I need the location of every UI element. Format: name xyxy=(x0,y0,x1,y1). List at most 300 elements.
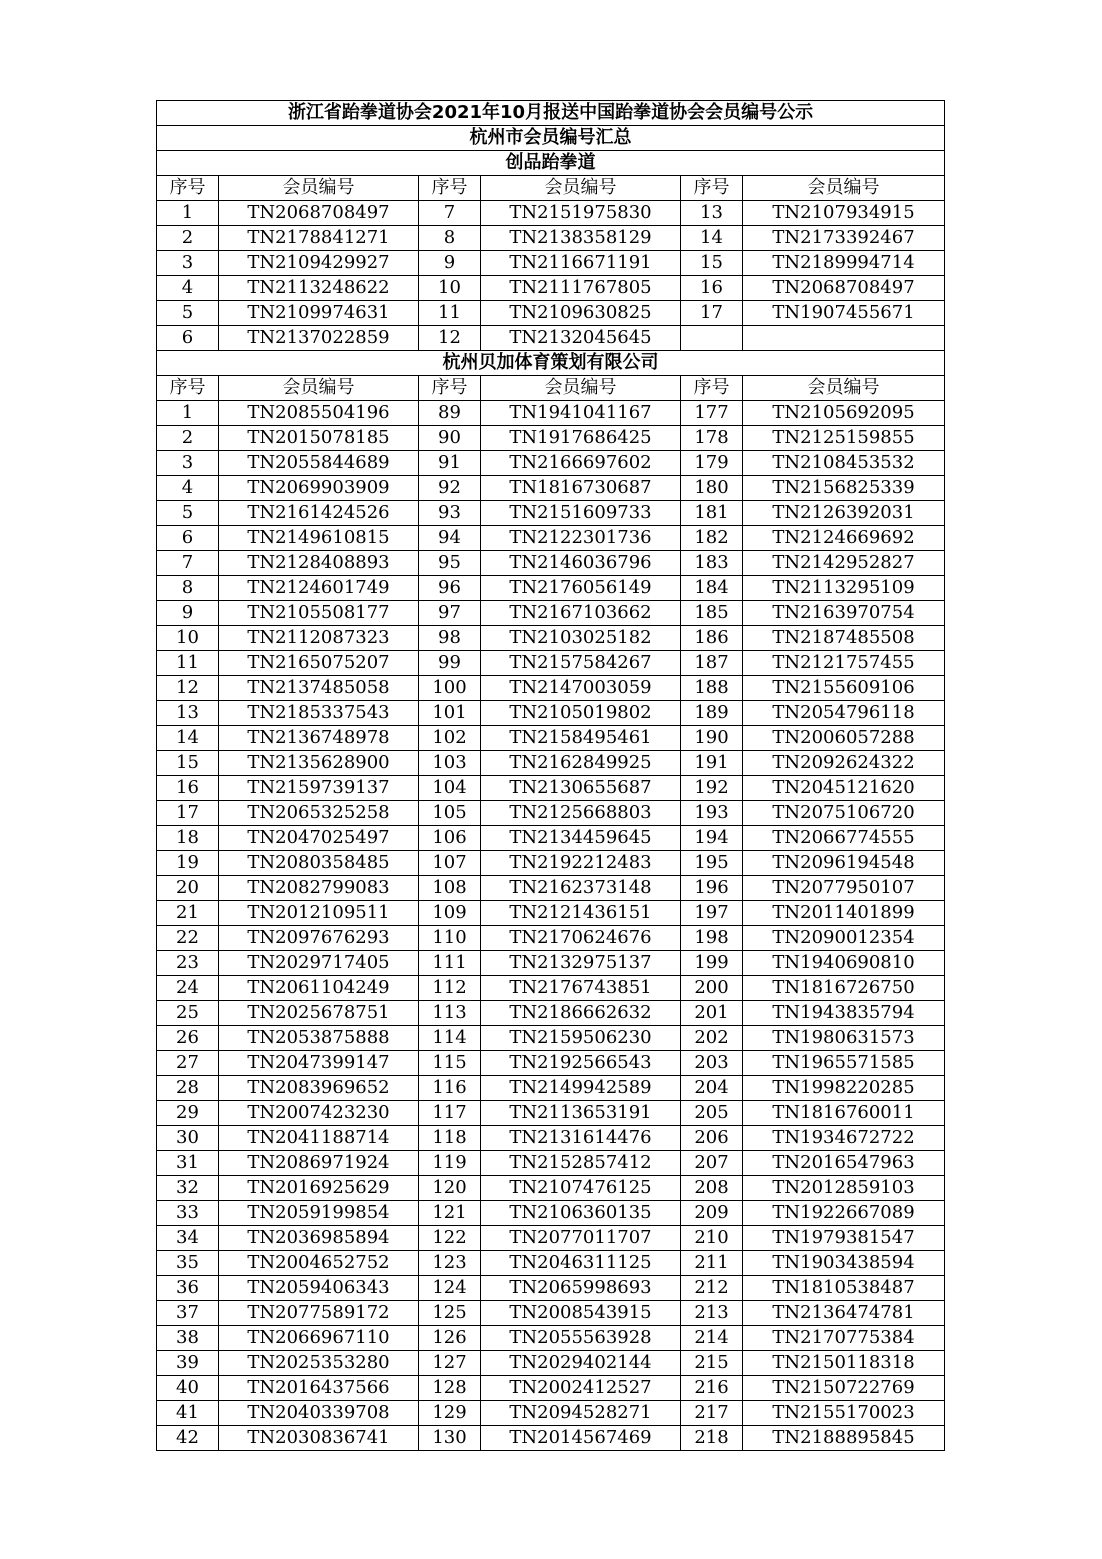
table-row xyxy=(157,851,945,876)
table-row xyxy=(157,1126,945,1151)
table-row xyxy=(157,551,945,576)
seq-cell: 183 xyxy=(681,551,743,576)
section-header-row xyxy=(157,351,945,376)
member-no-cell: TN2075106720 xyxy=(743,801,945,826)
member-no-cell: TN2151975830 xyxy=(481,201,681,226)
table-row xyxy=(157,901,945,926)
member-no-cell: TN2111767805 xyxy=(481,276,681,301)
seq-cell: 41 xyxy=(157,1401,219,1426)
seq-cell: 129 xyxy=(419,1401,481,1426)
member-no-cell: TN1922667089 xyxy=(743,1201,945,1226)
member-no-cell: TN2121757455 xyxy=(743,651,945,676)
seq-cell: 130 xyxy=(419,1426,481,1451)
member-no-cell: TN2116671191 xyxy=(481,251,681,276)
member-no-cell: TN2016547963 xyxy=(743,1151,945,1176)
column-header-seq: 序号 xyxy=(681,176,743,201)
seq-cell: 218 xyxy=(681,1426,743,1451)
member-number-table xyxy=(156,100,945,1451)
member-no-cell: TN1903438594 xyxy=(743,1251,945,1276)
seq-cell: 178 xyxy=(681,426,743,451)
seq-cell: 179 xyxy=(681,451,743,476)
seq-cell: 177 xyxy=(681,401,743,426)
member-no-cell: TN2165075207 xyxy=(219,651,419,676)
seq-cell: 94 xyxy=(419,526,481,551)
seq-cell: 192 xyxy=(681,776,743,801)
seq-cell: 197 xyxy=(681,901,743,926)
member-no-cell: TN2007423230 xyxy=(219,1101,419,1126)
seq-cell: 32 xyxy=(157,1176,219,1201)
seq-cell: 109 xyxy=(419,901,481,926)
table-row xyxy=(157,1301,945,1326)
member-no-cell: TN1998220285 xyxy=(743,1076,945,1101)
seq-cell: 24 xyxy=(157,976,219,1001)
seq-cell: 38 xyxy=(157,1326,219,1351)
table-row xyxy=(157,926,945,951)
member-no-cell: TN2015078185 xyxy=(219,426,419,451)
member-no-cell: TN2036985894 xyxy=(219,1226,419,1251)
seq-cell: 116 xyxy=(419,1076,481,1101)
member-no-cell: TN2176743851 xyxy=(481,976,681,1001)
member-no-cell: TN2112087323 xyxy=(219,626,419,651)
column-header-member-no: 会员编号 xyxy=(219,376,419,401)
seq-cell: 119 xyxy=(419,1151,481,1176)
member-no-cell: TN2094528271 xyxy=(481,1401,681,1426)
member-no-cell: TN1810538487 xyxy=(743,1276,945,1301)
table-row xyxy=(157,451,945,476)
seq-cell: 89 xyxy=(419,401,481,426)
table-row xyxy=(157,1251,945,1276)
seq-cell: 3 xyxy=(157,451,219,476)
member-no-cell: TN2132975137 xyxy=(481,951,681,976)
seq-cell: 122 xyxy=(419,1226,481,1251)
member-no-cell: TN2041188714 xyxy=(219,1126,419,1151)
seq-cell: 21 xyxy=(157,901,219,926)
column-header-member-no: 会员编号 xyxy=(219,176,419,201)
table-row xyxy=(157,1426,945,1451)
seq-cell: 208 xyxy=(681,1176,743,1201)
column-header-seq: 序号 xyxy=(419,176,481,201)
seq-cell: 8 xyxy=(157,576,219,601)
member-no-cell: TN2188895845 xyxy=(743,1426,945,1451)
member-no-cell: TN2054796118 xyxy=(743,701,945,726)
seq-cell: 4 xyxy=(157,476,219,501)
table-row xyxy=(157,1276,945,1301)
member-no-cell: TN2029402144 xyxy=(481,1351,681,1376)
member-no-cell: TN2077011707 xyxy=(481,1226,681,1251)
seq-cell: 11 xyxy=(419,301,481,326)
table-row xyxy=(157,701,945,726)
seq-cell: 193 xyxy=(681,801,743,826)
member-no-cell: TN2113295109 xyxy=(743,576,945,601)
title-row xyxy=(157,101,945,126)
seq-cell: 126 xyxy=(419,1326,481,1351)
member-no-cell: TN2008543915 xyxy=(481,1301,681,1326)
seq-cell: 186 xyxy=(681,626,743,651)
member-no-cell: TN2090012354 xyxy=(743,926,945,951)
seq-cell: 204 xyxy=(681,1076,743,1101)
member-no-cell: TN2125668803 xyxy=(481,801,681,826)
member-no-cell: TN2025353280 xyxy=(219,1351,419,1376)
seq-cell: 215 xyxy=(681,1351,743,1376)
seq-cell: 187 xyxy=(681,651,743,676)
seq-cell: 184 xyxy=(681,576,743,601)
member-no-cell: TN2105508177 xyxy=(219,601,419,626)
member-no-cell xyxy=(743,326,945,351)
seq-cell: 118 xyxy=(419,1126,481,1151)
member-no-cell: TN2047399147 xyxy=(219,1051,419,1076)
member-no-cell: TN2047025497 xyxy=(219,826,419,851)
member-no-cell: TN2131614476 xyxy=(481,1126,681,1151)
member-no-cell: TN2029717405 xyxy=(219,951,419,976)
seq-cell: 29 xyxy=(157,1101,219,1126)
member-no-cell: TN2121436151 xyxy=(481,901,681,926)
table-row xyxy=(157,1376,945,1401)
member-no-cell: TN2149610815 xyxy=(219,526,419,551)
member-no-cell: TN1980631573 xyxy=(743,1026,945,1051)
seq-cell: 205 xyxy=(681,1101,743,1126)
member-no-cell: TN2080358485 xyxy=(219,851,419,876)
member-no-cell: TN2137022859 xyxy=(219,326,419,351)
member-no-cell: TN2108453532 xyxy=(743,451,945,476)
seq-cell: 211 xyxy=(681,1251,743,1276)
seq-cell: 91 xyxy=(419,451,481,476)
seq-cell: 2 xyxy=(157,226,219,251)
seq-cell: 92 xyxy=(419,476,481,501)
member-no-cell: TN2096194548 xyxy=(743,851,945,876)
seq-cell: 195 xyxy=(681,851,743,876)
member-no-cell: TN2097676293 xyxy=(219,926,419,951)
column-header-seq: 序号 xyxy=(157,176,219,201)
member-no-cell: TN1816726750 xyxy=(743,976,945,1001)
member-no-cell: TN2053875888 xyxy=(219,1026,419,1051)
member-no-cell: TN2192566543 xyxy=(481,1051,681,1076)
table-row xyxy=(157,276,945,301)
seq-cell: 10 xyxy=(157,626,219,651)
member-no-cell: TN2016925629 xyxy=(219,1176,419,1201)
member-no-cell: TN2152857412 xyxy=(481,1151,681,1176)
seq-cell: 19 xyxy=(157,851,219,876)
seq-cell: 107 xyxy=(419,851,481,876)
seq-cell: 100 xyxy=(419,676,481,701)
seq-cell: 111 xyxy=(419,951,481,976)
seq-cell: 4 xyxy=(157,276,219,301)
seq-cell: 9 xyxy=(157,601,219,626)
member-no-cell: TN2055563928 xyxy=(481,1326,681,1351)
seq-cell: 104 xyxy=(419,776,481,801)
seq-cell: 14 xyxy=(157,726,219,751)
seq-cell: 31 xyxy=(157,1151,219,1176)
seq-cell: 96 xyxy=(419,576,481,601)
column-header-row xyxy=(157,376,945,401)
member-no-cell: TN2107934915 xyxy=(743,201,945,226)
member-no-cell: TN2159739137 xyxy=(219,776,419,801)
member-no-cell: TN1934672722 xyxy=(743,1126,945,1151)
seq-cell: 11 xyxy=(157,651,219,676)
seq-cell: 13 xyxy=(681,201,743,226)
seq-cell: 18 xyxy=(157,826,219,851)
seq-cell: 37 xyxy=(157,1301,219,1326)
member-no-cell: TN2134459645 xyxy=(481,826,681,851)
seq-cell: 93 xyxy=(419,501,481,526)
subtitle-row xyxy=(157,126,945,151)
member-no-cell: TN2083969652 xyxy=(219,1076,419,1101)
seq-cell: 5 xyxy=(157,301,219,326)
table-row xyxy=(157,501,945,526)
seq-cell: 23 xyxy=(157,951,219,976)
member-no-cell: TN2170775384 xyxy=(743,1326,945,1351)
seq-cell: 6 xyxy=(157,526,219,551)
member-no-cell: TN2105019802 xyxy=(481,701,681,726)
table-row xyxy=(157,651,945,676)
column-header-seq: 序号 xyxy=(681,376,743,401)
member-no-cell: TN2176056149 xyxy=(481,576,681,601)
table-row xyxy=(157,1101,945,1126)
table-row xyxy=(157,1326,945,1351)
seq-cell: 95 xyxy=(419,551,481,576)
seq-cell: 189 xyxy=(681,701,743,726)
seq-cell: 194 xyxy=(681,826,743,851)
seq-cell: 213 xyxy=(681,1301,743,1326)
seq-cell: 10 xyxy=(419,276,481,301)
member-no-cell: TN1816760011 xyxy=(743,1101,945,1126)
page-title: 浙江省跆拳道协会2021年10月报送中国跆拳道协会会员编号公示 xyxy=(157,101,945,126)
member-no-cell: TN2012109511 xyxy=(219,901,419,926)
seq-cell: 106 xyxy=(419,826,481,851)
seq-cell: 117 xyxy=(419,1101,481,1126)
table-row xyxy=(157,426,945,451)
table-row xyxy=(157,626,945,651)
table-row xyxy=(157,1401,945,1426)
seq-cell: 22 xyxy=(157,926,219,951)
seq-cell: 8 xyxy=(419,226,481,251)
seq-cell: 121 xyxy=(419,1201,481,1226)
member-no-cell: TN2135628900 xyxy=(219,751,419,776)
member-no-cell: TN2189994714 xyxy=(743,251,945,276)
member-no-cell: TN2149942589 xyxy=(481,1076,681,1101)
table-row xyxy=(157,1351,945,1376)
seq-cell: 97 xyxy=(419,601,481,626)
seq-cell: 27 xyxy=(157,1051,219,1076)
member-no-cell: TN2069903909 xyxy=(219,476,419,501)
seq-cell: 1 xyxy=(157,401,219,426)
table-row xyxy=(157,201,945,226)
seq-cell: 99 xyxy=(419,651,481,676)
table-row xyxy=(157,251,945,276)
seq-cell: 199 xyxy=(681,951,743,976)
page-subtitle: 杭州市会员编号汇总 xyxy=(157,126,945,151)
seq-cell: 125 xyxy=(419,1301,481,1326)
member-no-cell: TN2132045645 xyxy=(481,326,681,351)
seq-cell: 114 xyxy=(419,1026,481,1051)
table-row xyxy=(157,1226,945,1251)
seq-cell: 16 xyxy=(681,276,743,301)
seq-cell: 17 xyxy=(681,301,743,326)
seq-cell: 206 xyxy=(681,1126,743,1151)
member-no-cell: TN2166697602 xyxy=(481,451,681,476)
member-no-cell: TN2124601749 xyxy=(219,576,419,601)
member-no-cell: TN2105692095 xyxy=(743,401,945,426)
seq-cell: 207 xyxy=(681,1151,743,1176)
seq-cell: 15 xyxy=(681,251,743,276)
member-no-cell: TN2082799083 xyxy=(219,876,419,901)
seq-cell: 16 xyxy=(157,776,219,801)
member-no-cell: TN2103025182 xyxy=(481,626,681,651)
seq-cell: 112 xyxy=(419,976,481,1001)
table-row xyxy=(157,1151,945,1176)
seq-cell: 203 xyxy=(681,1051,743,1076)
member-no-cell: TN2085504196 xyxy=(219,401,419,426)
member-no-cell: TN2142952827 xyxy=(743,551,945,576)
member-no-cell: TN1965571585 xyxy=(743,1051,945,1076)
seq-cell: 191 xyxy=(681,751,743,776)
member-no-cell: TN2159506230 xyxy=(481,1026,681,1051)
member-no-cell: TN2066967110 xyxy=(219,1326,419,1351)
column-header-row xyxy=(157,176,945,201)
member-no-cell: TN2162373148 xyxy=(481,876,681,901)
seq-cell: 9 xyxy=(419,251,481,276)
seq-cell: 17 xyxy=(157,801,219,826)
seq-cell: 124 xyxy=(419,1276,481,1301)
table-row xyxy=(157,826,945,851)
seq-cell: 5 xyxy=(157,501,219,526)
table-row xyxy=(157,1076,945,1101)
seq-cell: 190 xyxy=(681,726,743,751)
member-no-cell: TN2109630825 xyxy=(481,301,681,326)
seq-cell: 33 xyxy=(157,1201,219,1226)
member-no-cell: TN1943835794 xyxy=(743,1001,945,1026)
seq-cell: 35 xyxy=(157,1251,219,1276)
member-no-cell: TN2107476125 xyxy=(481,1176,681,1201)
table-row xyxy=(157,726,945,751)
member-no-cell: TN2016437566 xyxy=(219,1376,419,1401)
column-header-member-no: 会员编号 xyxy=(743,176,945,201)
member-no-cell: TN2151609733 xyxy=(481,501,681,526)
seq-cell: 217 xyxy=(681,1401,743,1426)
member-no-cell: TN2155170023 xyxy=(743,1401,945,1426)
seq-cell: 20 xyxy=(157,876,219,901)
table-row xyxy=(157,226,945,251)
member-no-cell: TN2065998693 xyxy=(481,1276,681,1301)
member-no-cell: TN2055844689 xyxy=(219,451,419,476)
member-no-cell: TN2167103662 xyxy=(481,601,681,626)
member-no-cell: TN2125159855 xyxy=(743,426,945,451)
seq-cell: 209 xyxy=(681,1201,743,1226)
column-header-member-no: 会员编号 xyxy=(481,176,681,201)
seq-cell: 102 xyxy=(419,726,481,751)
member-no-cell: TN2155609106 xyxy=(743,676,945,701)
member-no-cell: TN2002412527 xyxy=(481,1376,681,1401)
member-no-cell: TN2150722769 xyxy=(743,1376,945,1401)
member-no-cell: TN2040339708 xyxy=(219,1401,419,1426)
member-no-cell: TN2150118318 xyxy=(743,1351,945,1376)
seq-cell: 115 xyxy=(419,1051,481,1076)
seq-cell: 26 xyxy=(157,1026,219,1051)
seq-cell: 198 xyxy=(681,926,743,951)
member-no-cell: TN2130655687 xyxy=(481,776,681,801)
table-row xyxy=(157,476,945,501)
column-header-member-no: 会员编号 xyxy=(481,376,681,401)
table-row xyxy=(157,1001,945,1026)
seq-cell: 105 xyxy=(419,801,481,826)
member-no-cell: TN2086971924 xyxy=(219,1151,419,1176)
member-no-cell: TN2137485058 xyxy=(219,676,419,701)
member-no-cell: TN1917686425 xyxy=(481,426,681,451)
member-no-cell: TN2014567469 xyxy=(481,1426,681,1451)
seq-cell: 90 xyxy=(419,426,481,451)
seq-cell: 28 xyxy=(157,1076,219,1101)
seq-cell: 12 xyxy=(419,326,481,351)
table-row xyxy=(157,301,945,326)
seq-cell: 202 xyxy=(681,1026,743,1051)
seq-cell: 214 xyxy=(681,1326,743,1351)
seq-cell: 127 xyxy=(419,1351,481,1376)
seq-cell: 98 xyxy=(419,626,481,651)
table-row xyxy=(157,1176,945,1201)
seq-cell: 180 xyxy=(681,476,743,501)
member-no-cell: TN2113248622 xyxy=(219,276,419,301)
seq-cell: 188 xyxy=(681,676,743,701)
member-no-cell: TN2178841271 xyxy=(219,226,419,251)
table-row xyxy=(157,601,945,626)
seq-cell: 7 xyxy=(419,201,481,226)
seq-cell: 6 xyxy=(157,326,219,351)
member-no-cell: TN2126392031 xyxy=(743,501,945,526)
seq-cell: 196 xyxy=(681,876,743,901)
table-row xyxy=(157,776,945,801)
seq-cell: 210 xyxy=(681,1226,743,1251)
member-no-cell: TN2068708497 xyxy=(743,276,945,301)
seq-cell: 101 xyxy=(419,701,481,726)
seq-cell: 128 xyxy=(419,1376,481,1401)
member-no-cell: TN2006057288 xyxy=(743,726,945,751)
member-no-cell: TN2146036796 xyxy=(481,551,681,576)
seq-cell: 200 xyxy=(681,976,743,1001)
member-no-cell: TN1816730687 xyxy=(481,476,681,501)
member-no-cell: TN2122301736 xyxy=(481,526,681,551)
seq-cell: 15 xyxy=(157,751,219,776)
table-row xyxy=(157,1026,945,1051)
member-no-cell: TN2163970754 xyxy=(743,601,945,626)
seq-cell: 12 xyxy=(157,676,219,701)
member-no-cell: TN2011401899 xyxy=(743,901,945,926)
member-no-cell: TN1941041167 xyxy=(481,401,681,426)
member-no-cell: TN2046311125 xyxy=(481,1251,681,1276)
table-row xyxy=(157,326,945,351)
member-no-cell: TN2192212483 xyxy=(481,851,681,876)
seq-cell: 212 xyxy=(681,1276,743,1301)
seq-cell: 36 xyxy=(157,1276,219,1301)
seq-cell: 182 xyxy=(681,526,743,551)
seq-cell: 2 xyxy=(157,426,219,451)
section-header-row xyxy=(157,151,945,176)
member-no-cell: TN2128408893 xyxy=(219,551,419,576)
table-row xyxy=(157,876,945,901)
column-header-seq: 序号 xyxy=(419,376,481,401)
member-no-cell: TN2061104249 xyxy=(219,976,419,1001)
section-name: 杭州贝加体育策划有限公司 xyxy=(157,351,945,376)
member-no-cell: TN2004652752 xyxy=(219,1251,419,1276)
seq-cell: 39 xyxy=(157,1351,219,1376)
member-no-cell: TN2124669692 xyxy=(743,526,945,551)
seq-cell: 3 xyxy=(157,251,219,276)
table-row xyxy=(157,951,945,976)
seq-cell: 113 xyxy=(419,1001,481,1026)
seq-cell: 13 xyxy=(157,701,219,726)
table-row xyxy=(157,401,945,426)
table-row xyxy=(157,676,945,701)
seq-cell: 14 xyxy=(681,226,743,251)
member-no-cell: TN2185337543 xyxy=(219,701,419,726)
